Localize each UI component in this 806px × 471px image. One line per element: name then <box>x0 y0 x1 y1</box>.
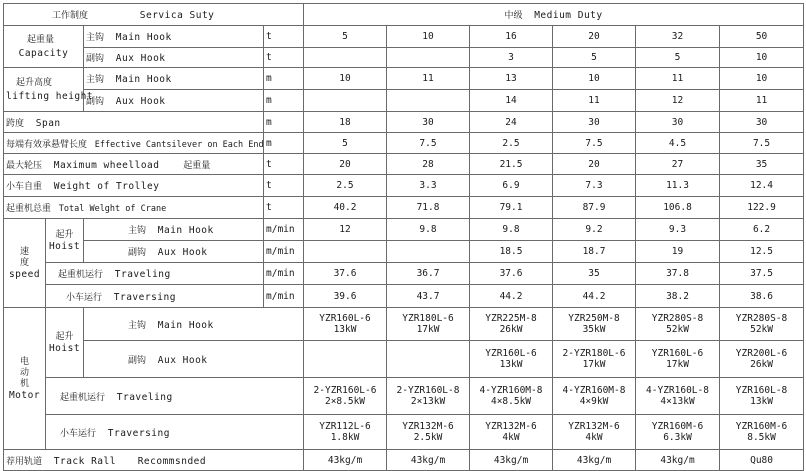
value-cell: 10 <box>553 68 636 90</box>
value-cell <box>387 90 470 112</box>
value-cell: 18 <box>304 112 387 133</box>
wheelload-label <box>4 154 264 175</box>
motor-cell <box>387 341 470 378</box>
motor-cell: YZR250M-8 35kW <box>553 308 636 341</box>
unit-cell: m <box>264 133 304 154</box>
value-cell: 12 <box>636 90 720 112</box>
value-cell: 20 <box>553 154 636 175</box>
traversing-zh: 小车运行 <box>66 292 103 303</box>
row-capacity-aux <box>4 48 804 68</box>
unit-cell: m/min <box>264 219 304 241</box>
motor-cell: YZR280S-8 52kW <box>720 308 804 341</box>
value-cell: 12 <box>304 219 387 241</box>
spd-travel-label <box>46 263 264 285</box>
motor-hoist-label <box>46 308 84 378</box>
value-cell: 44.2 <box>553 285 636 308</box>
aux-hook-zh: 副钩 <box>86 97 105 107</box>
aux-hook-en: Aux Hook <box>157 354 208 366</box>
speed-en: speed <box>8 268 41 280</box>
row-lifting-main <box>4 68 804 90</box>
main-hook-zh: 主钩 <box>86 75 105 85</box>
cantilever-en: Effective Cantsilever on Each End <box>94 139 264 150</box>
value-cell <box>304 48 387 68</box>
motor-cell: 2-YZR160L-8 2×13kW <box>387 378 470 415</box>
value-cell: 5 <box>304 26 387 48</box>
span-label <box>4 112 264 133</box>
value-cell: 35 <box>553 263 636 285</box>
value-cell: 79.1 <box>470 197 553 219</box>
value-cell: 43kg/m <box>387 450 470 471</box>
cantilever-zh: 每端有效承悬臂长度 <box>6 139 88 150</box>
unit-cell: m/min <box>264 263 304 285</box>
mot-traverse-label <box>46 415 304 450</box>
traversing-en: Traversing <box>113 291 176 303</box>
row-speed-travel <box>4 263 804 285</box>
value-cell: 11 <box>636 68 720 90</box>
duty-zh: 工作制度 <box>52 11 89 21</box>
mot-aux-label <box>84 341 304 378</box>
motor-cell <box>304 341 387 378</box>
motor-cell: YZR160L-8 13kW <box>720 378 804 415</box>
value-cell: 5 <box>553 48 636 68</box>
value-cell: 21.5 <box>470 154 553 175</box>
value-cell: 10 <box>720 48 804 68</box>
span-en: Span <box>35 117 61 129</box>
speed-zh1: 速 <box>19 246 29 257</box>
value-cell: 27 <box>636 154 720 175</box>
spd-traverse-label <box>46 285 264 308</box>
row-motor-aux <box>4 341 804 378</box>
traveling-zh: 起重机运行 <box>60 392 106 403</box>
unit-cell: t <box>264 175 304 197</box>
value-cell: 30 <box>636 112 720 133</box>
motor-label <box>4 308 46 450</box>
main-hook-en: Main Hook <box>115 32 172 43</box>
motor-zh2: 动 <box>19 367 29 378</box>
crane-zh: 起重机总重 <box>6 204 52 214</box>
row-motor-main <box>4 308 804 341</box>
value-cell: 122.9 <box>720 197 804 219</box>
value-cell: 30 <box>720 112 804 133</box>
motor-cell: YZR280S-8 52kW <box>636 308 720 341</box>
row-speed-aux <box>4 241 804 263</box>
value-cell: 7.3 <box>553 175 636 197</box>
class-header-cell <box>304 4 804 26</box>
motor-cell: YZR200L-6 26kW <box>720 341 804 378</box>
unit-cell: m/min <box>264 241 304 263</box>
value-cell <box>387 48 470 68</box>
value-cell: 10 <box>304 68 387 90</box>
motor-cell: YZR112L-6 1.8kW <box>304 415 387 450</box>
value-cell: 18.7 <box>553 241 636 263</box>
traversing-zh: 小车运行 <box>60 428 97 439</box>
capacity-en: Capacity <box>18 47 69 59</box>
row-speed-traverse <box>4 285 804 308</box>
motor-cell: YZR160L-6 13kW <box>470 341 553 378</box>
value-cell: 9.3 <box>636 219 720 241</box>
motor-cell: YZR132M-6 2.5kW <box>387 415 470 450</box>
motor-cell: 4-YZR160M-8 4×9kW <box>553 378 636 415</box>
value-cell: 6.9 <box>470 175 553 197</box>
cap-aux-label <box>84 48 264 68</box>
value-cell: 3.3 <box>387 175 470 197</box>
value-cell: 7.5 <box>720 133 804 154</box>
row-crane-weight <box>4 197 804 219</box>
value-cell: 4.5 <box>636 133 720 154</box>
value-cell: 38.6 <box>720 285 804 308</box>
main-hook-zh: 主钩 <box>128 320 147 331</box>
rail-en: Track Rall <box>53 455 116 467</box>
value-cell: 71.8 <box>387 197 470 219</box>
unit-cell: m <box>264 90 304 112</box>
speed-label <box>4 219 46 308</box>
value-cell: 37.6 <box>304 263 387 285</box>
wheelload-en: Maximum wheelload <box>53 159 160 171</box>
value-cell: 30 <box>387 112 470 133</box>
cantilever-label <box>4 133 264 154</box>
motor-en: Motor <box>8 389 41 401</box>
cap-main-label <box>84 26 264 48</box>
crane-label <box>4 197 264 219</box>
lifting-en: lifting height <box>6 90 94 102</box>
motor-cell: YZR160M-6 8.5kW <box>720 415 804 450</box>
lift-aux-label <box>84 90 264 112</box>
value-cell: 16 <box>470 26 553 48</box>
wheelload-zh: 最大轮压 <box>6 160 43 171</box>
row-capacity-main <box>4 26 804 48</box>
main-hook-en: Main Hook <box>157 319 214 331</box>
value-cell: 40.2 <box>304 197 387 219</box>
value-cell: 43kg/m <box>636 450 720 471</box>
value-cell <box>304 90 387 112</box>
row-wheelload <box>4 154 804 175</box>
traversing-en: Traversing <box>107 427 170 439</box>
value-cell: 35 <box>720 154 804 175</box>
wheelload-zh2: 起重量 <box>183 160 211 171</box>
motor-cell: YZR160L-6 13kW <box>304 308 387 341</box>
unit-cell: m <box>264 68 304 90</box>
span-zh: 跨度 <box>6 118 25 129</box>
value-cell: Qu80 <box>720 450 804 471</box>
value-cell: 106.8 <box>636 197 720 219</box>
aux-hook-en: Aux Hook <box>115 96 166 107</box>
class-zh: 中级 <box>504 11 523 21</box>
value-cell: 11 <box>553 90 636 112</box>
row-motor-traverse <box>4 415 804 450</box>
mot-main-label <box>84 308 304 341</box>
motor-cell: 4-YZR160L-8 4×13kW <box>636 378 720 415</box>
value-cell: 14 <box>470 90 553 112</box>
lifting-label <box>4 68 94 112</box>
value-cell: 24 <box>470 112 553 133</box>
value-cell: 7.5 <box>553 133 636 154</box>
value-cell: 37.6 <box>470 263 553 285</box>
traveling-en: Traveling <box>116 391 173 403</box>
rail-en2: Recommsnded <box>137 455 207 467</box>
row-cantilever <box>4 133 804 154</box>
capacity-label <box>4 26 84 68</box>
value-cell: 43kg/m <box>553 450 636 471</box>
row-speed-main <box>4 219 804 241</box>
hoist-en: Hoist <box>48 240 81 252</box>
lift-main-label <box>84 68 264 90</box>
row-rail <box>4 450 804 471</box>
unit-cell: m <box>264 112 304 133</box>
motor-cell: YZR160M-6 6.3kW <box>636 415 720 450</box>
value-cell: 37.8 <box>636 263 720 285</box>
duty-header-cell <box>4 4 304 26</box>
crane-spec-table <box>3 3 804 471</box>
value-cell: 37.5 <box>720 263 804 285</box>
speed-zh2: 度 <box>19 257 29 268</box>
value-cell: 13 <box>470 68 553 90</box>
value-cell: 43.7 <box>387 285 470 308</box>
header-row <box>4 4 804 26</box>
aux-hook-zh: 副钩 <box>128 248 147 258</box>
motor-cell: 2-YZR160L-6 2×8.5kW <box>304 378 387 415</box>
value-cell: 2.5 <box>304 175 387 197</box>
motor-cell: 2-YZR180L-6 17kW <box>553 341 636 378</box>
traveling-zh: 起重机运行 <box>58 270 104 280</box>
unit-cell: t <box>264 26 304 48</box>
value-cell: 5 <box>636 48 720 68</box>
value-cell: 32 <box>636 26 720 48</box>
value-cell: 38.2 <box>636 285 720 308</box>
value-cell: 19 <box>636 241 720 263</box>
unit-cell: t <box>264 48 304 68</box>
capacity-zh: 起重量 <box>26 34 54 45</box>
spd-main-label <box>84 219 264 241</box>
value-cell: 11 <box>720 90 804 112</box>
trolley-label <box>4 175 264 197</box>
value-cell: 11 <box>387 68 470 90</box>
main-hook-en: Main Hook <box>115 74 172 85</box>
value-cell <box>387 241 470 263</box>
value-cell: 3 <box>470 48 553 68</box>
motor-zh1: 电 <box>19 356 29 367</box>
main-hook-zh: 主钩 <box>86 33 105 43</box>
trolley-en: Weight of Trolley <box>53 181 160 192</box>
motor-cell: YZR132M-6 4kW <box>553 415 636 450</box>
crane-en: Total Welght of Crane <box>58 204 167 214</box>
hoist-label <box>46 219 84 263</box>
row-motor-travel <box>4 378 804 415</box>
unit-cell: m/min <box>264 285 304 308</box>
value-cell: 12.5 <box>720 241 804 263</box>
value-cell: 9.8 <box>387 219 470 241</box>
main-hook-zh: 主钩 <box>128 226 147 236</box>
trolley-zh: 小车自重 <box>6 182 43 192</box>
value-cell: 9.8 <box>470 219 553 241</box>
main-hook-en: Main Hook <box>157 225 214 236</box>
value-cell: 30 <box>553 112 636 133</box>
motor-cell: YZR225M-8 26kW <box>470 308 553 341</box>
hoist-zh: 起升 <box>55 331 74 342</box>
value-cell: 6.2 <box>720 219 804 241</box>
mot-travel-label <box>46 378 304 415</box>
value-cell: 20 <box>553 26 636 48</box>
row-lifting-aux <box>4 90 804 112</box>
lifting-zh: 起升高度 <box>16 77 53 88</box>
value-cell: 10 <box>387 26 470 48</box>
unit-cell: t <box>264 197 304 219</box>
unit-cell: t <box>264 154 304 175</box>
aux-hook-zh: 副钩 <box>128 355 147 366</box>
aux-hook-zh: 副钩 <box>86 54 105 64</box>
traveling-en: Traveling <box>114 269 171 280</box>
row-trolley <box>4 175 804 197</box>
value-cell: 2.5 <box>470 133 553 154</box>
aux-hook-en: Aux Hook <box>157 247 208 258</box>
rail-zh: 荐用轨道 <box>6 456 43 467</box>
class-en: Medium Duty <box>534 10 603 21</box>
value-cell: 36.7 <box>387 263 470 285</box>
spd-aux-label <box>84 241 264 263</box>
duty-en: Servica Suty <box>139 10 215 21</box>
value-cell: 28 <box>387 154 470 175</box>
aux-hook-en: Aux Hook <box>115 53 166 64</box>
value-cell: 44.2 <box>470 285 553 308</box>
value-cell: 39.6 <box>304 285 387 308</box>
value-cell: 11.3 <box>636 175 720 197</box>
motor-cell: YZR160L-6 17kW <box>636 341 720 378</box>
value-cell: 12.4 <box>720 175 804 197</box>
value-cell: 87.9 <box>553 197 636 219</box>
value-cell: 7.5 <box>387 133 470 154</box>
value-cell: 43kg/m <box>304 450 387 471</box>
motor-zh3: 机 <box>19 378 29 389</box>
rail-label <box>4 450 304 471</box>
hoist-zh: 起升 <box>55 229 74 240</box>
row-span <box>4 112 804 133</box>
value-cell: 5 <box>304 133 387 154</box>
motor-cell: YZR132M-6 4kW <box>470 415 553 450</box>
value-cell: 50 <box>720 26 804 48</box>
value-cell: 10 <box>720 68 804 90</box>
value-cell: 20 <box>304 154 387 175</box>
value-cell: 18.5 <box>470 241 553 263</box>
value-cell: 43kg/m <box>470 450 553 471</box>
value-cell <box>304 241 387 263</box>
motor-cell: YZR180L-6 17kW <box>387 308 470 341</box>
hoist-en: Hoist <box>48 342 81 354</box>
value-cell: 9.2 <box>553 219 636 241</box>
motor-cell: 4-YZR160M-8 4×8.5kW <box>470 378 553 415</box>
